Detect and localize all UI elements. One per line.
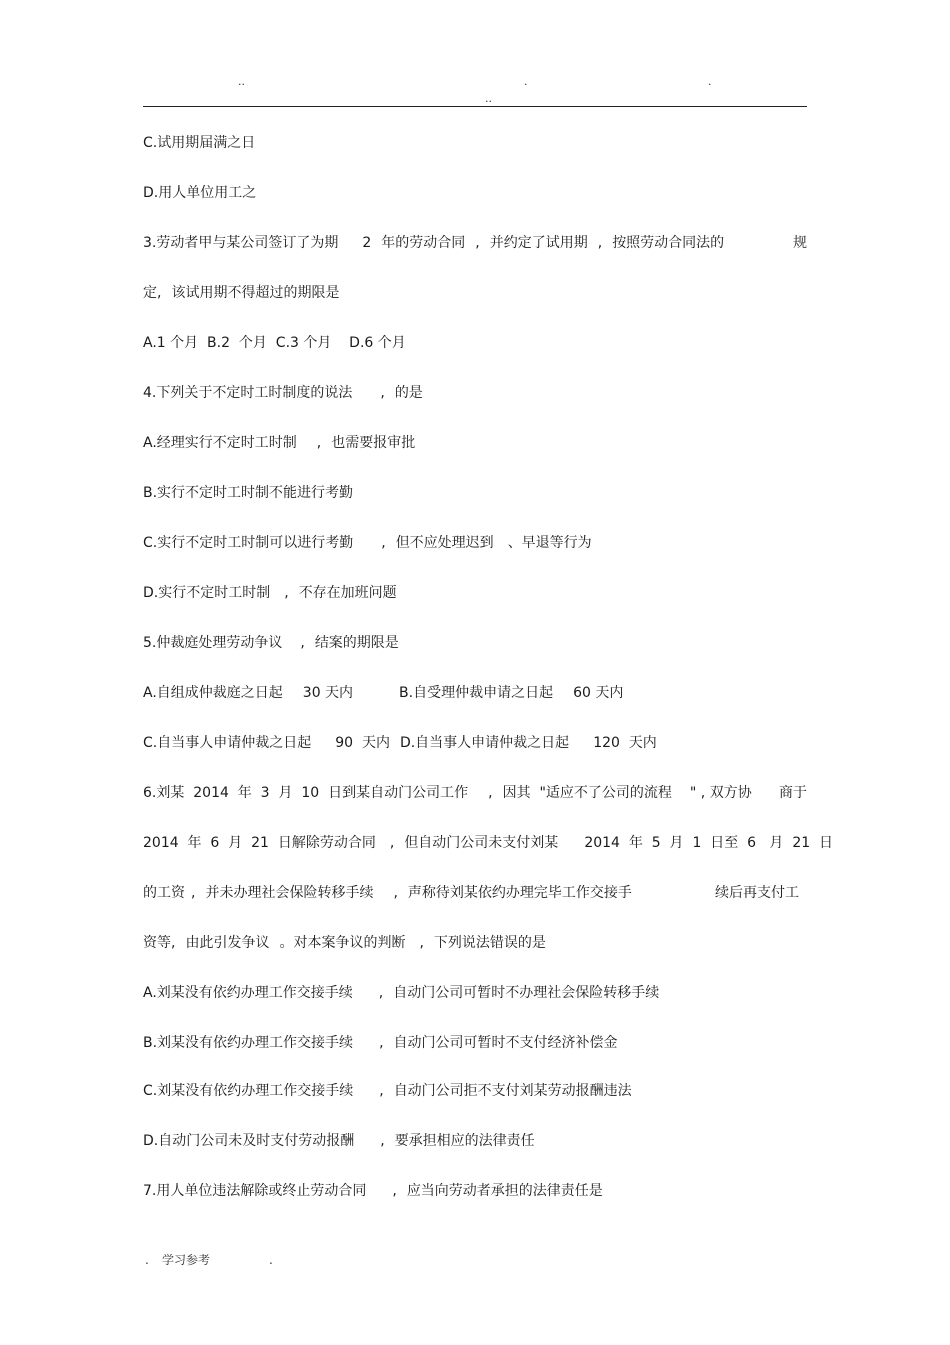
option-line: B.实行不定时工时制不能进行考勤 bbox=[143, 485, 354, 501]
question-line: 7.用人单位违法解除或终止劳动合同 , 应当向劳动者承担的法律责任是 bbox=[143, 1183, 603, 1199]
question-line: 4.下列关于不定时工时制度的说法 , 的是 bbox=[143, 385, 423, 401]
option-line: D.用人单位用工之 bbox=[143, 185, 257, 201]
question-line: 资等, 由此引发争议 。对本案争议的判断 , 下列说法错误的是 bbox=[143, 935, 546, 951]
question-line: 的工资 , 并未办理社会保险转移手续 , 声称待刘某依约办理完毕工作交接手 续后再支付工 bbox=[143, 885, 799, 901]
header-dot: .. bbox=[485, 92, 492, 105]
option-line: B.刘某没有依约办理工作交接手续 , 自动门公司可暂时不支付经济补偿金 bbox=[143, 1035, 618, 1051]
header-rule bbox=[143, 106, 807, 107]
option-line: A.1 个月 B.2 个月 C.3 个月 D.6 个月 bbox=[143, 335, 406, 351]
footer-text: 学习参考 bbox=[162, 1253, 211, 1267]
question-line: 2014 年 6 月 21 日解除劳动合同 , 但自动门公司未支付刘某 2014 年 5 月 1 日至 6 月 21 日 bbox=[143, 835, 834, 851]
question-line: 定, 该试用期不得超过的期限是 bbox=[143, 285, 340, 301]
option-line: C.刘某没有依约办理工作交接手续 , 自动门公司拒不支付刘某劳动报酬违法 bbox=[143, 1083, 632, 1099]
footer-dot: . bbox=[145, 1253, 149, 1267]
option-line: C.实行不定时工时制可以进行考勤 , 但不应处理迟到 、早退等行为 bbox=[143, 535, 592, 551]
option-line: D.自动门公司未及时支付劳动报酬 , 要承担相应的法律责任 bbox=[143, 1133, 535, 1149]
option-line: A.自组成仲裁庭之日起 30 天内 B.自受理仲裁申请之日起 60 天内 bbox=[143, 685, 624, 701]
option-line: C.试用期届满之日 bbox=[143, 135, 256, 151]
header-dot: . bbox=[708, 75, 712, 88]
question-line: 5.仲裁庭处理劳动争议 , 结案的期限是 bbox=[143, 635, 399, 651]
question-line: 6.刘某 2014 年 3 月 10 日到某自动门公司工作 , 因其 "适应不了公司的流程 " , 双方协 商于 bbox=[143, 785, 807, 801]
header-dot: .. bbox=[238, 75, 245, 88]
question-line: 3.劳动者甲与某公司签订了为期 2 年的劳动合同 , 并约定了试用期 , 按照劳动合同法的 规 bbox=[143, 235, 807, 251]
footer-dot: . bbox=[269, 1253, 273, 1267]
option-line: D.实行不定时工时制 , 不存在加班问题 bbox=[143, 585, 397, 601]
option-line: A.经理实行不定时工时制 , 也需要报审批 bbox=[143, 435, 416, 451]
option-line: A.刘某没有依约办理工作交接手续 , 自动门公司可暂时不办理社会保险转移手续 bbox=[143, 985, 660, 1001]
option-line: C.自当事人申请仲裁之日起 90 天内 D.自当事人申请仲裁之日起 120 天内 bbox=[143, 735, 657, 751]
header-dot: . bbox=[524, 75, 528, 88]
